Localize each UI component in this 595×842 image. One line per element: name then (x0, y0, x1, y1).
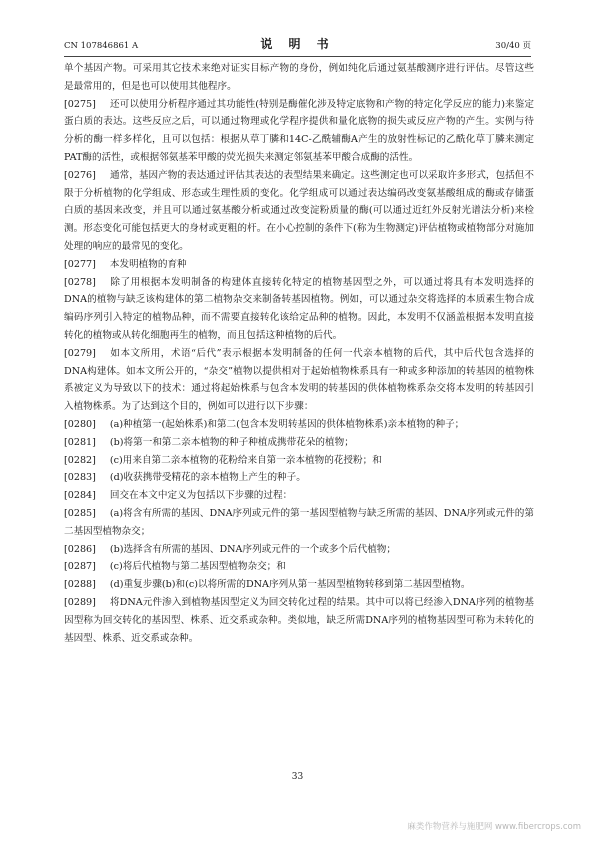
paragraph (64, 60, 534, 96)
paragraph (64, 416, 534, 434)
paragraph-text: 通常，基因产物的表达通过评估其表达的表型结果来确定。这些测定也可以采取许多形式，包括但不限于分析植物的化学组成、形态或生理性质的变化。化学组成可以通过表达编码改变氨基酸组成的酶或存储蛋白质的基因来改变，并且可以通过氨基酸分析或通过改变淀粉质量的酶(可以通过近红外反射光谱法分析)来检测。形态变化可能包括更大的身材或更粗的杆。在小心控制的条件下(称为生物测定)评估植物或植物部分对施加处理的响应的最常见的变化。 (64, 169, 534, 252)
page-number: 33 (291, 772, 304, 782)
paragraph-text: 单个基因产物。可采用其它技术来绝对证实目标产物的身份，例如纯化后通过氨基酸测序进行评估。尽管这些是最常用的，但是也可以使用其他程序。 (64, 63, 534, 92)
paragraph (64, 541, 534, 559)
page-header (64, 38, 531, 54)
paragraph-number: [0287] (64, 561, 96, 573)
paragraph (64, 167, 534, 256)
paragraph-number: [0286] (64, 543, 96, 555)
paragraph (64, 558, 534, 576)
paragraph-text: 回交在本文中定义为包括以下步骤的过程： (109, 490, 293, 502)
document-body (64, 60, 534, 647)
paragraph (64, 96, 534, 167)
paragraph (64, 256, 534, 274)
paragraph (64, 594, 534, 647)
paragraph-text: (a)种植第一(起始株系)和第二(包含本发明转基因的供体植物株系)亲本植物的种子； (109, 418, 465, 430)
paragraph-number: [0282] (64, 454, 96, 466)
document-type-title: 说 明 书 (260, 37, 335, 51)
paragraph-text: (d)重复步骤(b)和(c)以将所需的DNA序列从第一基因型植物转移到第二基因型植物。 (109, 579, 471, 591)
paragraph-number: [0278] (64, 276, 96, 288)
paragraph-text: (b)将第一和第二亲本植物的种子种植成携带花朵的植物； (109, 436, 354, 448)
paragraph-number: [0283] (64, 472, 96, 484)
paragraph-number: [0275] (64, 98, 96, 110)
header-rule (64, 56, 531, 57)
paragraph (64, 576, 534, 594)
paragraph-number: [0277] (64, 258, 96, 270)
paragraph-text: (b)选择含有所需的基因、DNA序列或元件的一个或多个后代植物； (109, 543, 396, 555)
paragraph-text: 本发明植物的育种 (109, 258, 187, 270)
publication-number: CN 107846861 A (64, 41, 139, 51)
paragraph-text: (c)将后代植物与第二基因型植物杂交；和 (109, 561, 286, 573)
paragraph-number: [0284] (64, 490, 96, 502)
paragraph (64, 452, 534, 470)
paragraph-number: [0276] (64, 169, 96, 181)
paragraph (64, 274, 534, 345)
paragraph (64, 434, 534, 452)
paragraph-number: [0289] (64, 596, 96, 608)
watermark: 麻类作物营养与施肥网 www.fibercrops.com (407, 822, 581, 832)
page-count: 30/40 页 (495, 41, 531, 51)
paragraph-number: [0285] (64, 507, 96, 519)
paragraph-text: 将DNA元件渗入到植物基因型定义为回交转化过程的结果。其中可以将已经渗入DNA序列的植物基因型称为回交转化的基因型、株系、近交系或杂种。类似地，缺乏所需DNA序列的植物基因型可称为未转化的基因型、株系、近交系或杂种。 (64, 596, 534, 644)
paragraph-number: [0288] (64, 579, 96, 591)
paragraph-text: 除了用根据本发明制备的构建体直接转化特定的植物基因型之外，可以通过将具有本发明选择的DNA的植物与缺乏该构建体的第二植物杂交来制备转基因植物。例如，可以通过杂交将选择的本质素生物合成编码序列引入特定的植物品种，而不需要直接转化该给定品种的植物。因此，本发明不仅涵盖根据本发明直接转化的植物或从转化细胞再生的植物，而且包括这种植物的后代。 (64, 276, 534, 341)
paragraph (64, 345, 534, 416)
paragraph-number: [0279] (64, 347, 96, 359)
paragraph-number: [0280] (64, 418, 96, 430)
paragraph-number: [0281] (64, 436, 96, 448)
paragraph (64, 469, 534, 487)
paragraph (64, 487, 534, 505)
paragraph-text: (c)用来自第二亲本植物的花粉给来自第一亲本植物的花授粉；和 (109, 454, 382, 466)
paragraph (64, 505, 534, 541)
paragraph-text: (a)将含有所需的基因、DNA序列或元件的第一基因型植物与缺乏所需的基因、DNA序列或元件的第二基因型植物杂交； (64, 507, 534, 537)
paragraph-text: (d)收获携带受精花的亲本植物上产生的种子。 (109, 472, 306, 484)
paragraph-text: 还可以使用分析程序通过其功能性(特别是酶催化涉及特定底物和产物的特定化学反应的能力)来鉴定蛋白质的表达。这些反应之后，可以通过物理或化学程序提供和量化底物的损失或反应产物的产生。实例与待分析的酶一样多样化，且可以包括：根据从草丁膦和14C-乙酰辅酶A产生的放射性标记的乙酰化草丁膦来测定PAT酶的活性，或根据邻氨基苯甲酸的荧光损失来测定邻氨基苯甲酸合成酶的活性。 (64, 98, 534, 163)
paragraph-text: 如本文所用，术语“后代”表示根据本发明制备的任何一代亲本植物的后代，其中后代包含选择的DNA构建体。如本文所公开的，“杂交”植物以提供相对于起始植物株系具有一种或多种添加的转基因的植物株系被定义为导致以下的技术：通过将起始株系与包含本发明的转基因的供体植物株系杂交将本发明的转基因引入植物株系。为了达到这个目的，例如可以进行以下步骤： (64, 347, 534, 413)
